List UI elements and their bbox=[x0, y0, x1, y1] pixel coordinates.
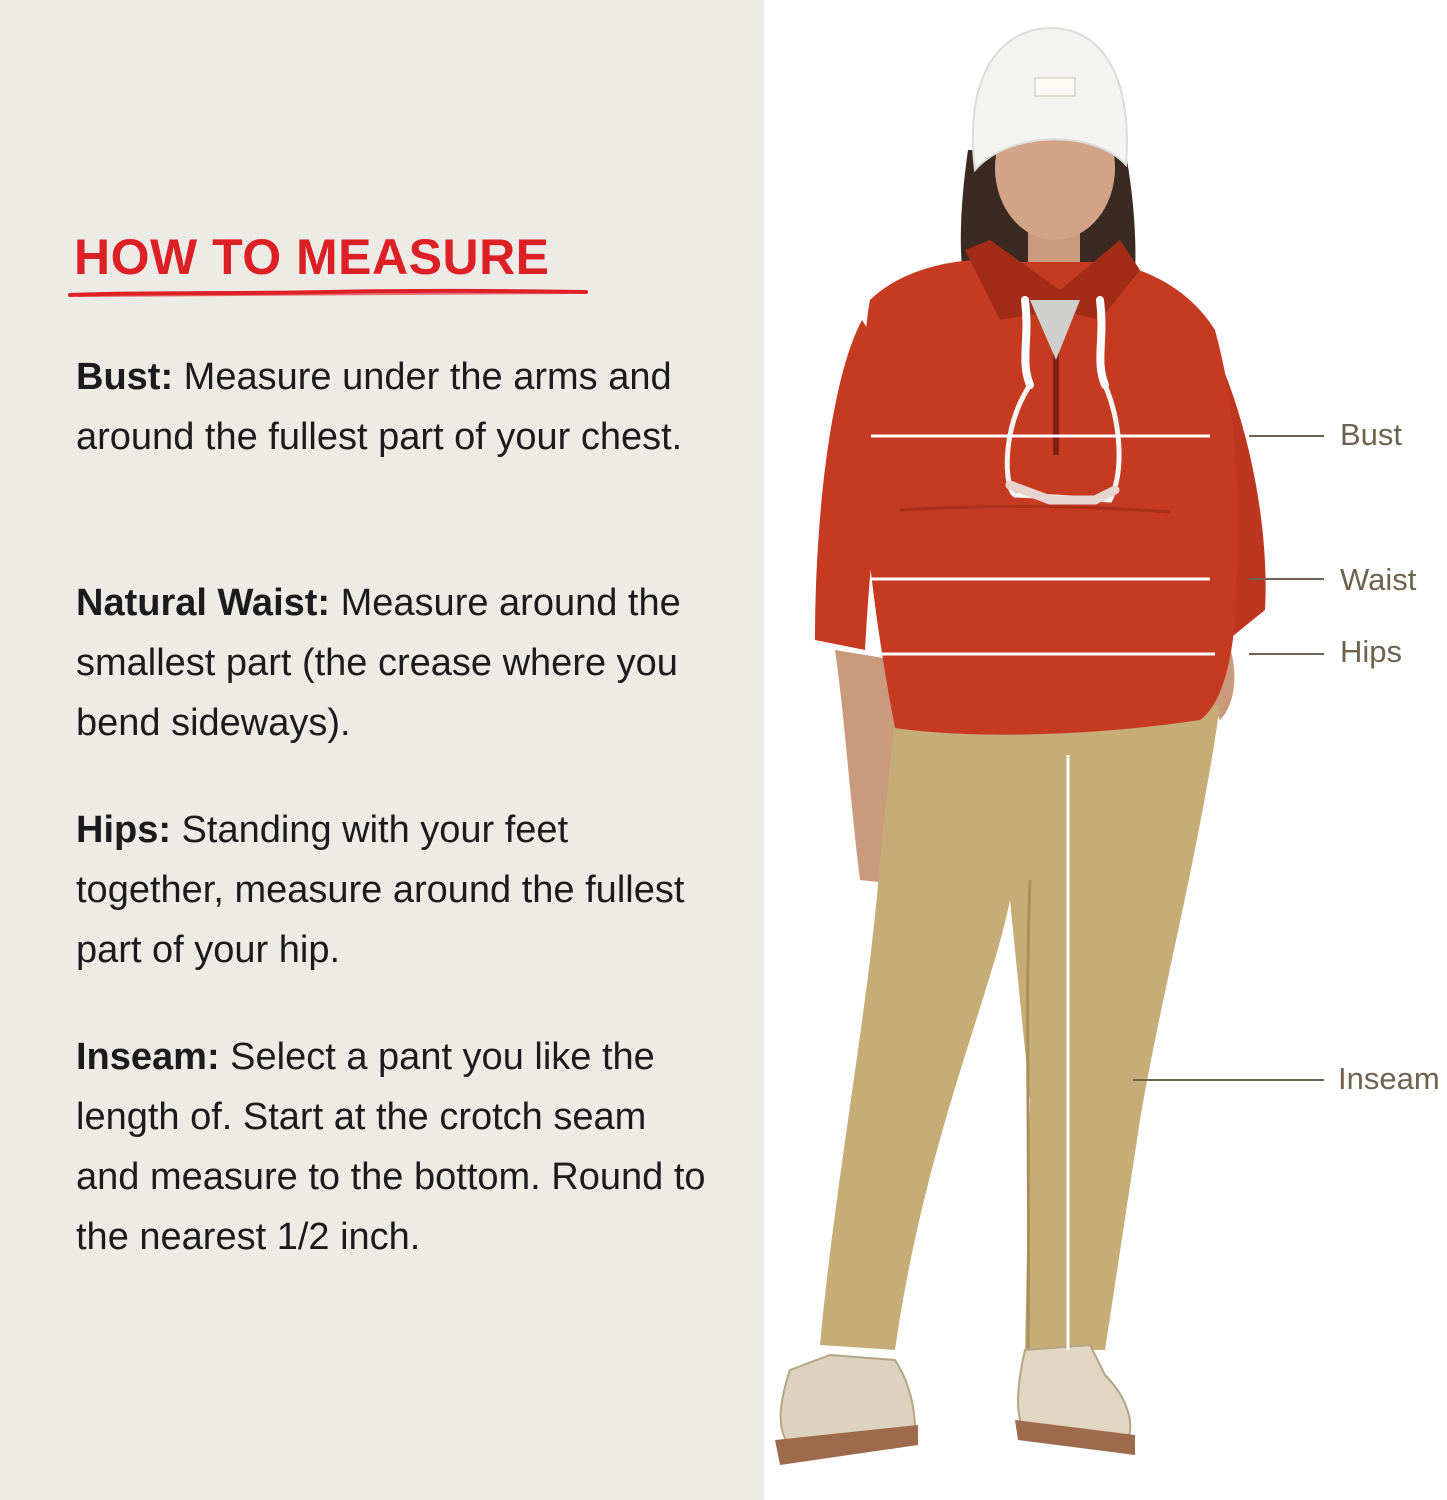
inseam-label: Inseam bbox=[1338, 1061, 1440, 1096]
pants-shading bbox=[1028, 880, 1030, 1350]
bust-label: Bust bbox=[1340, 417, 1403, 452]
hips-label: Hips bbox=[1340, 634, 1403, 669]
beanie-patch bbox=[1035, 78, 1075, 96]
bust-instruction bbox=[76, 347, 716, 467]
page-title: HOW TO MEASURE bbox=[74, 229, 550, 285]
inseam-instruction bbox=[76, 1027, 716, 1267]
waist-instruction bbox=[76, 573, 716, 753]
waist-description: Measure around the smallest part (the crease where you bend sideways). bbox=[76, 582, 681, 744]
hips-instruction bbox=[76, 800, 716, 980]
hips-term: Hips: bbox=[76, 809, 171, 851]
bust-term: Bust: bbox=[76, 356, 174, 398]
waist-term: Natural Waist: bbox=[76, 582, 331, 624]
hips-description: Standing with your feet together, measure around the fullest part of your hip. bbox=[76, 809, 685, 971]
waist-label: Waist bbox=[1340, 562, 1417, 597]
bust-description: Measure under the arms and around the fullest part of your chest. bbox=[76, 356, 683, 458]
inseam-term: Inseam: bbox=[76, 1036, 220, 1078]
model-illustration bbox=[764, 0, 1447, 1500]
title-underline bbox=[68, 286, 588, 300]
inseam-description: Select a pant you like the length of. Start at the crotch seam and measure to the bottom. Round to the nearest 1/2 inch. bbox=[76, 1036, 706, 1258]
